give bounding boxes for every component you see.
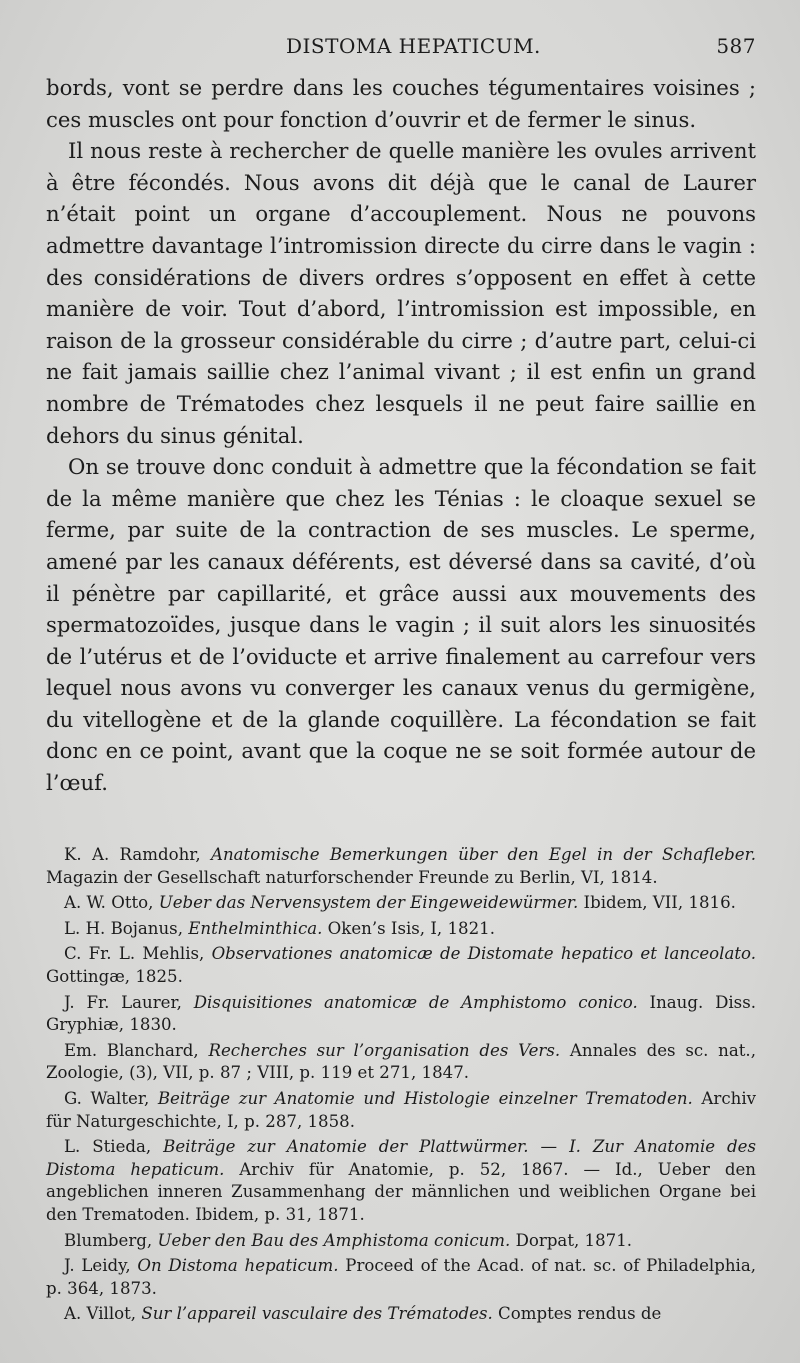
- reference-item: J. Fr. Laurer, Disquisitiones anatomicæ de Amphistomo conico. Inaug. Diss. Gryphiæ, 1830.: [46, 992, 756, 1035]
- paragraph-fecondation-mechanism: On se trouve donc conduit à admettre que la fécondation se fait de la même manière que chez les Ténias : le cloaque sexuel se ferme, par suite de la contraction de ses muscles. Le sperme, amené par les canaux déférents, est déversé dans sa cavité, d’où il pénètre par capillarité, et grâce aussi aux mouvements des spermatozoïdes, jusque dans le vagin ; il suit alors les sinuosités de l’utérus et de l’oviducte et arrive finalement au carrefour vers lequel nous avons vu converger les canaux venus du germigène, du vitellogène et de la glande coquillère. La fécondation se fait donc en ce point, avant que la coque ne se soit formée autour de l’œuf.: [46, 454, 756, 796]
- page-number: 587: [716, 34, 756, 58]
- reference-item: C. Fr. L. Mehlis, Observationes anatomicæ de Distomate hepatico et lanceolato. Gottingæ, 1825.: [46, 944, 756, 986]
- bibliography: [46, 844, 756, 1329]
- reference-item: L. H. Bojanus, Enthelminthica. Oken’s Isis, I, 1821.: [64, 918, 495, 938]
- reference-item: Blumberg, Ueber den Bau des Amphistoma conicum. Dorpat, 1871.: [64, 1230, 633, 1250]
- body-text: [46, 72, 756, 799]
- paragraph-continuation: bords, vont se perdre dans les couches tégumentaires voisines ; ces muscles ont pour fonction d’ouvrir et de fermer le sinus.: [46, 75, 756, 132]
- reference-item: A. Villot, Sur l’appareil vasculaire des Trématodes. Comptes rendus de: [64, 1304, 662, 1324]
- reference-item: A. W. Otto, Ueber das Nervensystem der Eingeweidewürmer. Ibidem, VII, 1816.: [64, 893, 736, 913]
- reference-item: K. A. Ramdohr, Anatomische Bemerkungen über den Egel in der Schafleber. Magazin der Gesellschaft naturforschender Freunde zu Berlin, VI, 1814.: [46, 845, 756, 887]
- running-header: [46, 34, 756, 64]
- reference-item: J. Leidy, On Distoma hepaticum. Proceed of the Acad. of nat. sc. of Philadelphia, p. 364, 1873.: [46, 1256, 756, 1298]
- reference-item: G. Walter, Beiträge zur Anatomie und Histologie einzelner Trematoden. Archiv für Naturgeschichte, I, p. 287, 1858.: [46, 1088, 756, 1131]
- running-title: DISTOMA HEPATICUM.: [286, 34, 541, 58]
- reference-item: L. Stieda, Beiträge zur Anatomie der Plattwürmer. — I. Zur Anatomie des Distoma hepaticum. Archiv für Anatomie, p. 52, 1867. — Id., Ueber den angeblichen inneren Zusammenhang der männlichen und weiblichen Organe bei den Trematoden. Ibidem, p. 31, 1871.: [46, 1137, 756, 1224]
- paragraph-fecondation-question: Il nous reste à rechercher de quelle manière les ovules arrivent à être fécondés. Nous avons dit déjà que le canal de Laurer n’était point un organe d’accouplement. Nous ne pouvons admettre davantage l’intromission directe du cirre dans le vagin : des considérations de divers ordres s’opposent en effet à cette manière de voir. Tout d’abord, l’intromission est impossible, en raison de la grosseur considérable du cirre ; d’autre part, celui-ci ne fait jamais saillie chez l’animal vivant ; il est enfin un grand nombre de Trématodes chez lesquels il ne peut faire saillie en dehors du sinus génital.: [46, 138, 756, 448]
- reference-item: Em. Blanchard, Recherches sur l’organisation des Vers. Annales des sc. nat., Zoologie, (3), VII, p. 87 ; VIII, p. 119 et 271, 1847.: [46, 1040, 756, 1083]
